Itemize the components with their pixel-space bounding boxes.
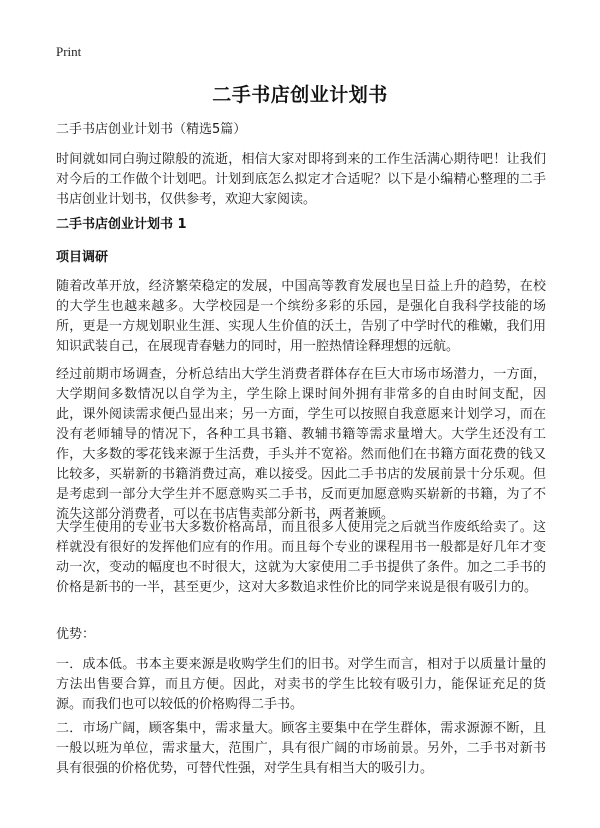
body-paragraph: 随着改革开放，经济繁荣稳定的发展，中国高等教育发展也呈日益上升的趋势，在校的大学生也越来越多。大学校园是一个缤纷多彩的乐园，是强化自我科学技能的场所，更是一方规划职业生涯、实现人生价值的沃土，告别了中学时代的稚嫩，我们用知识武装自己，在展现青春魅力的同时，用一腔热情诠释理想的远航。 — [56, 279, 546, 354]
subtitle: 二手书店创业计划书（精选5篇） — [56, 122, 247, 137]
section-heading: 二手书店创业计划书 1 — [56, 217, 187, 232]
body-paragraph: 经过前期市场调查，分析总结出大学生消费者群体存在巨大市场市场潜力，一方面，大学期间多数情况以自学为主，学生除上课时间外拥有非常多的自由时间支配，因此，课外阅读需求便凸显出来；另一方面，学生可以按照自我意愿来计划学习，而在没有老师辅导的情况下，各种工具书籍、教辅书籍等需求量增大。大学生还没有工作，大多数的零花钱来源于生活费，手头并不宽裕。然而他们在书籍方面花费的钱又比较多，买崭新的书籍消费过高，难以接受。因此二手书店的发展前景十分乐观。但是考虑到一部分大学生并不愿意购买二手书，反而更加愿意购买崭新的书籍，为了不流失这部分消费者，可以在书店售卖部分新书，两者兼顾。 — [56, 367, 546, 522]
print-link[interactable]: Print — [56, 44, 82, 59]
advantage-item: 一．成本低。书本主要来源是收购学生们的旧书。对学生而言，相对于以质量计量的方法出售要合算，而且方便。因此，对卖书的学生比较有吸引力，能保证充足的货源。而我们也可以较低的价格购得二手书。 — [56, 657, 546, 712]
page-title: 二手书店创业计划书 — [212, 84, 388, 106]
intro-paragraph: 时间就如同白驹过隙般的流逝，相信大家对即将到来的工作生活满心期待吧！让我们对今后的工作做个计划吧。计划到底怎么拟定才合适呢？以下是小编精心整理的二手书店创业计划书，仅供参考，欢迎大家阅读。 — [56, 152, 546, 207]
advantages-label: 优势： — [56, 627, 96, 642]
body-paragraph: 大学生使用的专业书大多数价格高昂，而且很多人使用完之后就当作废纸给卖了。这样就没有很好的发挥他们应有的作用。而且每个专业的课程用书一般都是好几年才变动一次，变动的幅度也不时很大，这就为大家使用二手书提供了条件。加之二手书的价格是新书的一半，甚至更少，这对大多数追求性价比的同学来说是很有吸引力的。 — [56, 520, 546, 595]
advantage-item: 二．市场广阔，顾客集中，需求量大。顾客主要集中在学生群体，需求源源不断，且一般以班为单位，需求量大，范围广，具有很广阔的市场前景。另外，二手书对新书具有很强的价格优势，可替代性强，对学生具有相当大的吸引力。 — [56, 721, 546, 776]
subsection-heading: 项目调研 — [56, 250, 109, 265]
